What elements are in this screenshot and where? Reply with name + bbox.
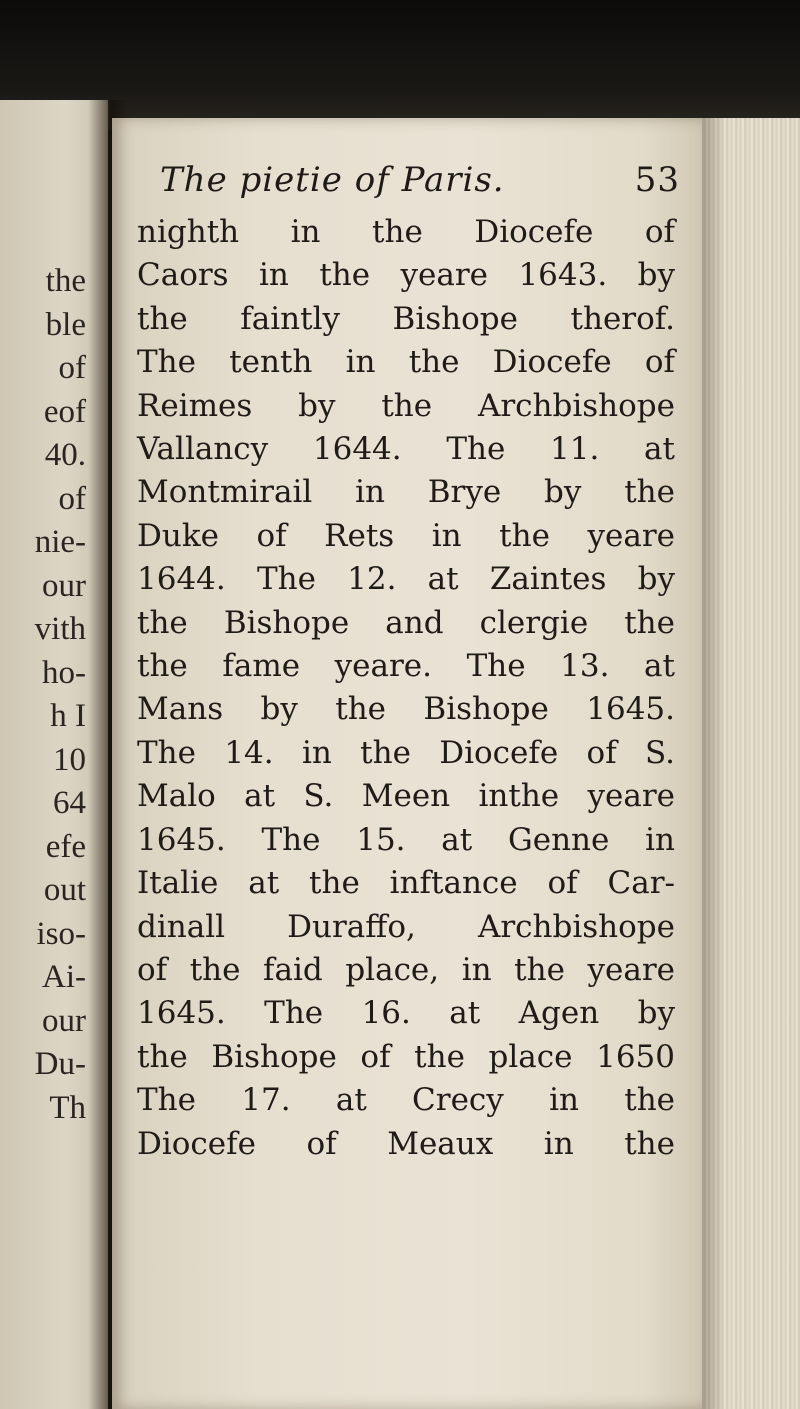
text-line: nighth in the Diocefe of	[137, 214, 675, 250]
text-line: The 14. in the Diocefe of S.	[137, 734, 675, 771]
fragment-line: of	[58, 350, 86, 386]
fragment-line: ho-	[42, 654, 86, 691]
fragment-line: 64	[53, 785, 86, 821]
fragment-line: our	[42, 567, 86, 604]
fragment-line: eof	[43, 393, 86, 430]
text-line: Duke of Rets in the yeare	[137, 517, 675, 554]
fragment-line: of	[58, 480, 86, 517]
fragment-line: Ai-	[42, 959, 86, 995]
text-line: the fame yeare. The 13. at	[137, 648, 675, 685]
fragment-line: nie-	[34, 524, 86, 560]
text-line: Diocefe of Meaux in the	[137, 1125, 675, 1162]
fragment-line: the	[45, 263, 86, 299]
fragment-line: ble	[45, 306, 86, 343]
fragment-line: efe	[45, 828, 86, 865]
text-line: 1645. The 15. at Genne in	[137, 821, 675, 858]
text-line: Vallancy 1644. The 11. at	[137, 431, 675, 468]
page-number: 53	[634, 160, 680, 200]
text-line: Mans by the Bishope 1645.	[137, 691, 675, 728]
fragment-line: iso-	[36, 915, 86, 952]
text-line: Malo at S. Meen inthe yeare	[137, 778, 675, 815]
text-line: Reimes by the Archbishope	[137, 387, 675, 424]
text-line: dinall Duraffo, Archbishope	[137, 908, 675, 945]
page-edge-shadow	[702, 118, 726, 1409]
text-line: Montmirail in Brye by the	[137, 474, 675, 511]
fragment-line: Du-	[34, 1046, 86, 1082]
fragment-line: h I	[50, 698, 86, 734]
fragment-line: 10	[53, 741, 86, 778]
previous-page-text-fragments	[0, 260, 90, 1130]
fragment-line: vith	[34, 611, 86, 647]
text-line: the Bishope of the place 1650	[137, 1038, 675, 1075]
fragment-line: out	[43, 872, 86, 908]
running-title: The pietie of Paris.	[160, 160, 505, 200]
text-line: the Bishope and clergie the	[137, 604, 675, 641]
text-line: 1645. The 16. at Agen by	[137, 995, 675, 1032]
text-line: The tenth in the Diocefe of	[137, 344, 675, 381]
text-line: Caors in the yeare 1643. by	[137, 257, 675, 294]
text-line: 1644. The 12. at Zaintes by	[137, 561, 675, 598]
text-line: the faintly Bishope therof.	[137, 300, 675, 337]
page-body-text	[137, 211, 697, 1166]
fragment-line: 40.	[44, 437, 86, 473]
fragment-line: Th	[49, 1089, 86, 1126]
fragment-line: our	[42, 1002, 86, 1039]
text-line: Italie at the inftance of Car-	[137, 865, 675, 902]
text-line: of the faid place, in the yeare	[137, 951, 675, 988]
text-line: The 17. at Crecy in the	[137, 1082, 675, 1119]
